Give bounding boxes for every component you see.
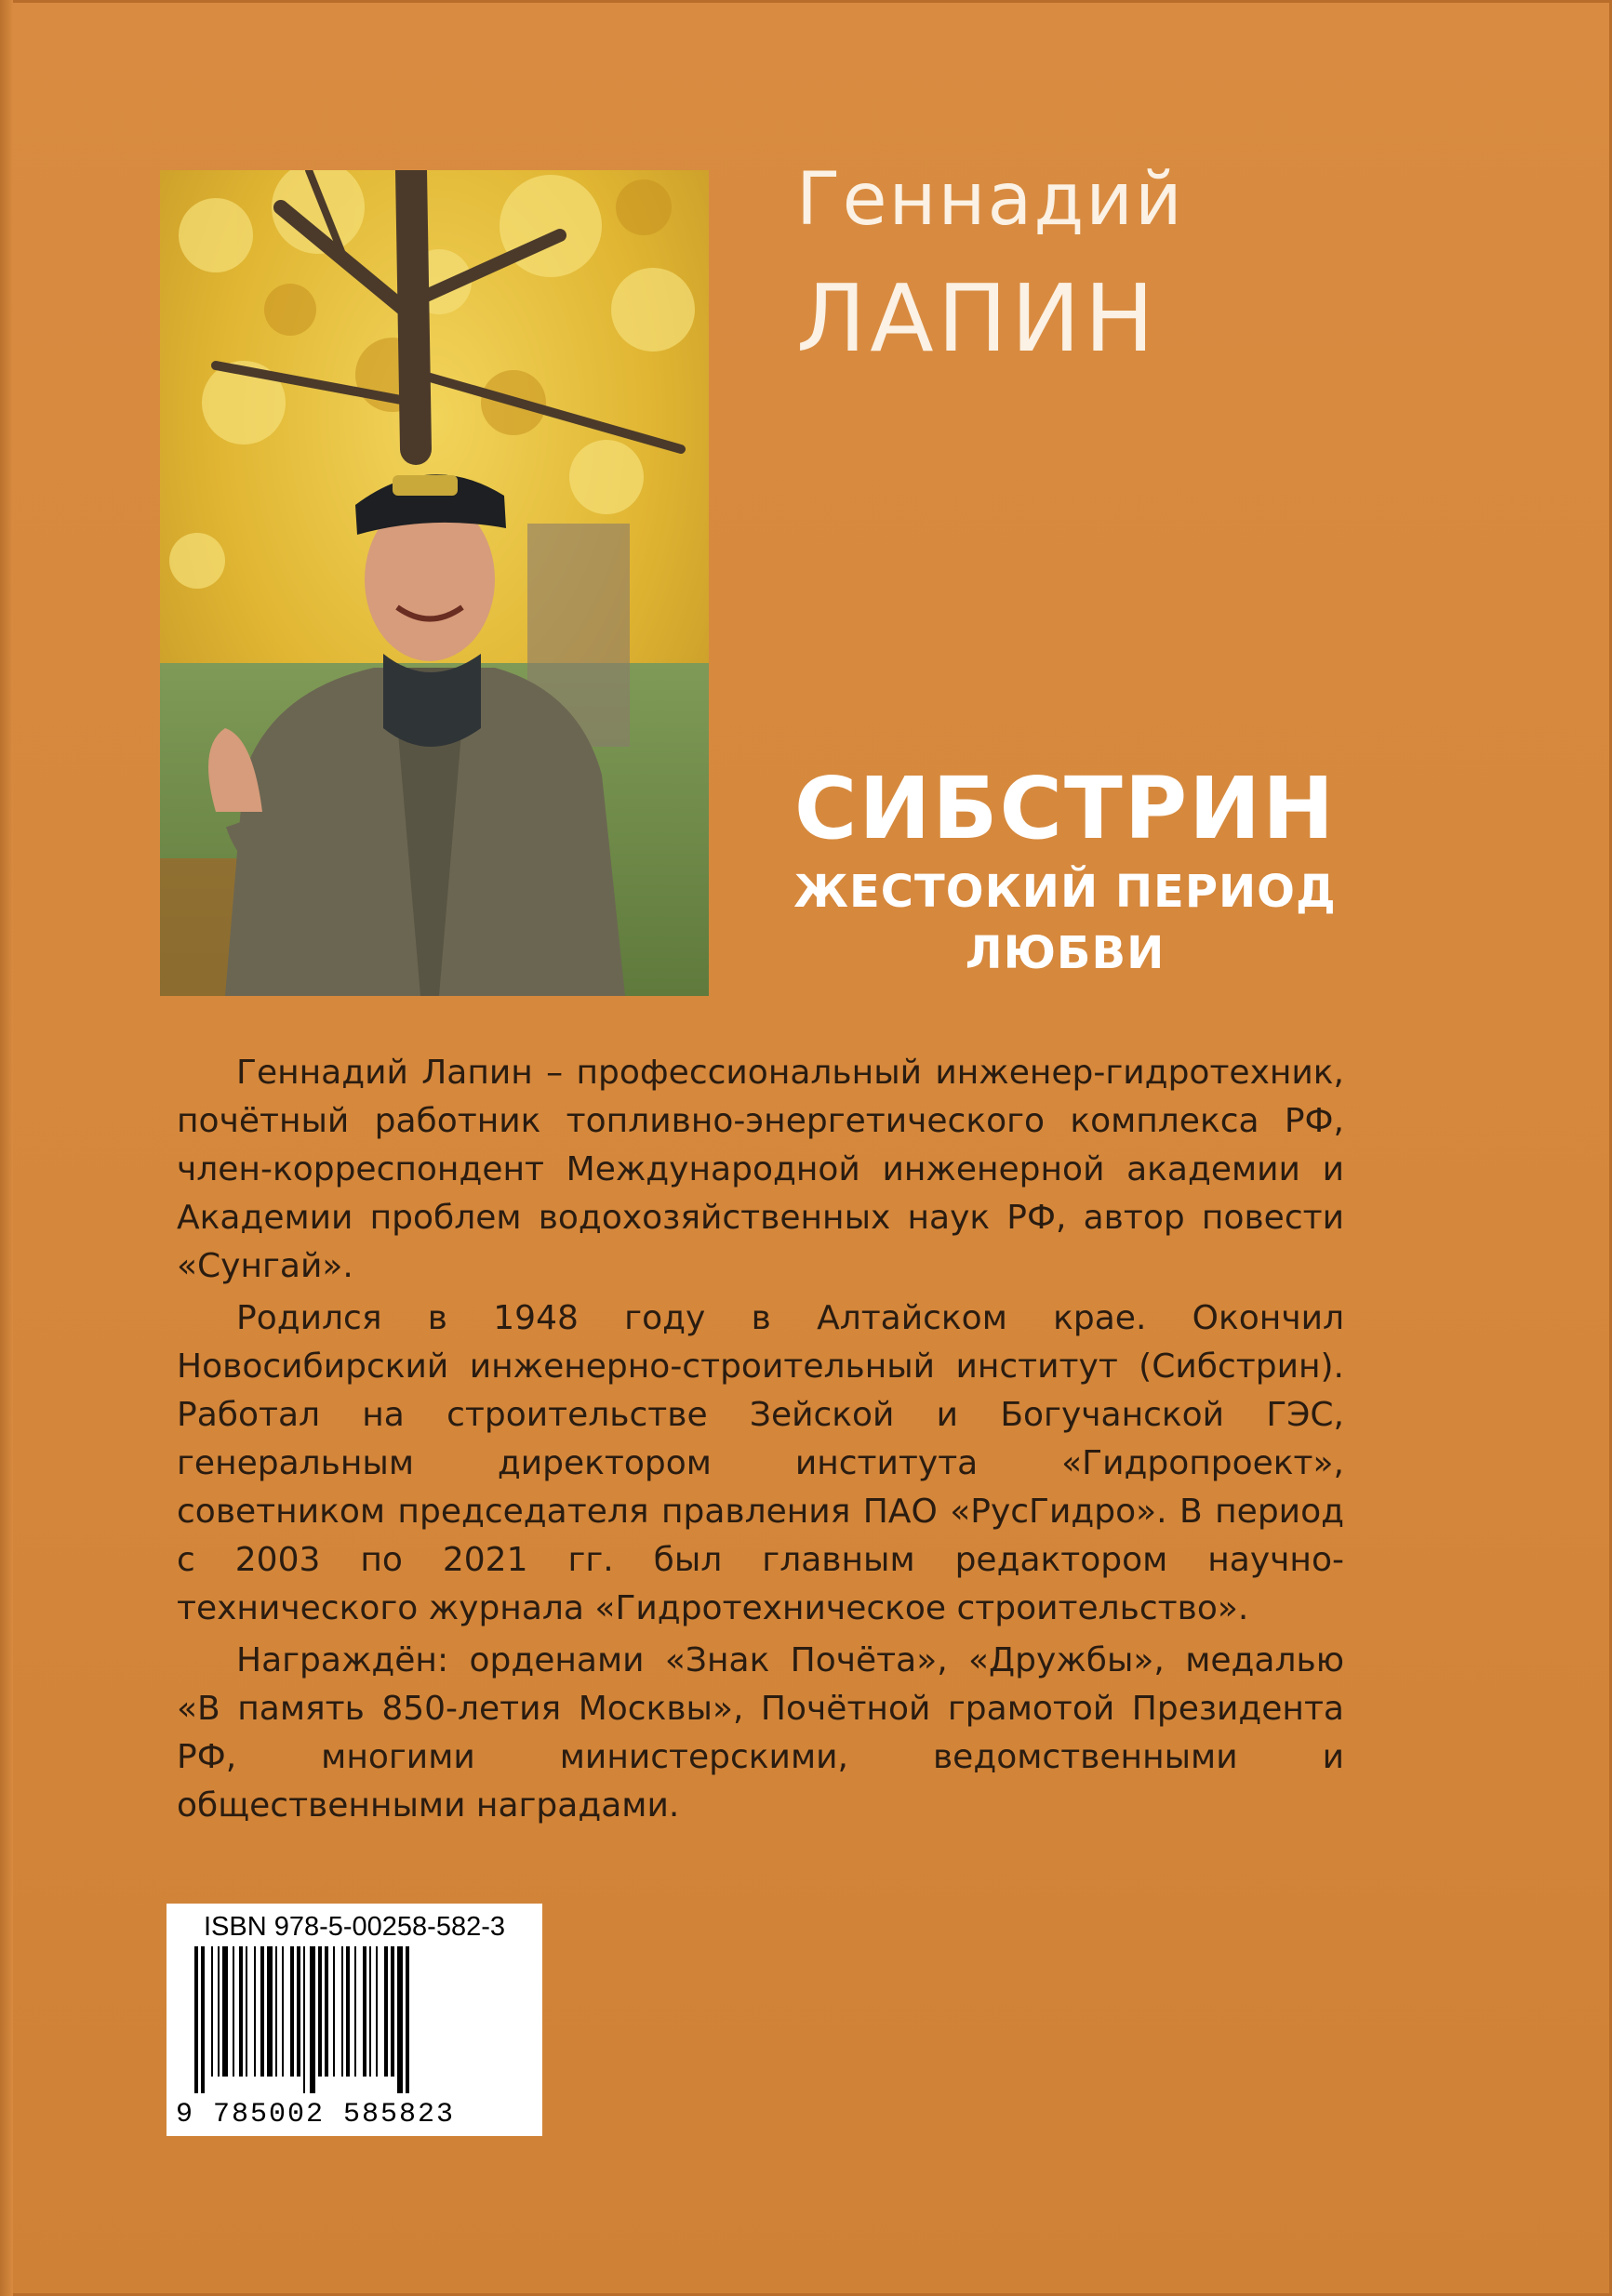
barcode-bar <box>254 1946 256 2077</box>
book-subtitle-line-2: ЛЮБВИ <box>965 927 1166 979</box>
book-title-block <box>781 759 1349 984</box>
barcode-bar <box>297 1946 300 2077</box>
barcode-bar <box>239 1946 243 2077</box>
bio-paragraph: Награждён: орденами «Знак Почёта», «Дружбы», медалью «В память 850-летия Москвы», Почётной грамотой Президента РФ, многими министерскими, ведомственными и общественными наградами. <box>177 1641 1344 1825</box>
barcode-bar <box>211 1946 213 2077</box>
book-title: СИБСТРИН <box>793 759 1337 858</box>
barcode-bar <box>282 1946 284 2077</box>
barcode-bar <box>201 1946 205 2093</box>
barcode-bar <box>341 1946 343 2077</box>
barcode-bar <box>369 1946 371 2077</box>
author-last-name: ЛАПИН <box>796 264 1158 373</box>
barcode-bar <box>406 1946 409 2093</box>
barcode-bar <box>246 1946 247 2077</box>
barcode-bar <box>318 1946 322 2077</box>
barcode-icon <box>193 1946 527 2093</box>
barcode-bar <box>194 1946 198 2093</box>
barcode-bar <box>275 1946 277 2077</box>
author-first-name: Геннадий <box>796 158 1184 242</box>
barcode-bar <box>222 1946 228 2077</box>
barcode-bar <box>397 1946 403 2093</box>
barcode-bar <box>391 1946 394 2077</box>
isbn-barcode-box <box>167 1904 542 2136</box>
barcode-bar <box>290 1946 294 2077</box>
author-biography <box>177 1049 1344 1834</box>
book-subtitle-line-1: ЖЕСТОКИЙ ПЕРИОД <box>793 866 1337 918</box>
bio-paragraph: Геннадий Лапин – профессиональный инженер-гидротехник, почётный работник топливно-энергетического комплекса РФ, член-корреспондент Международной инженерной академии и Академии проблем водохозяйственных наук РФ, автор повести «Сунгай». <box>177 1054 1344 1285</box>
barcode-bar <box>346 1946 350 2077</box>
cover-hinge <box>0 0 13 2296</box>
barcode-bar <box>354 1946 356 2077</box>
isbn-label: ISBN 978-5-00258-582-3 <box>203 1912 506 1942</box>
barcode-bar <box>267 1946 273 2077</box>
barcode-bar <box>303 1946 305 2093</box>
barcode-bar <box>376 1946 378 2077</box>
author-portrait-photo <box>160 170 709 996</box>
barcode-bar <box>218 1946 220 2077</box>
barcode-bar <box>233 1946 234 2077</box>
author-photo <box>160 170 709 996</box>
barcode-bar <box>384 1946 388 2077</box>
barcode-bar <box>260 1946 264 2077</box>
barcode-bar <box>363 1946 366 2077</box>
barcode-bar <box>325 1946 328 2077</box>
bio-paragraph: Родился в 1948 году в Алтайском крае. Окончил Новосибирский инженерно-строительный институт (Сибстрин). Работал на строительстве Зейской и Богучанской ГЭС, генеральным директором института «Гидропроект», советником председателя правления ПАО «РусГидро». В период с 2003 по 2021 гг. был главным редактором научно-технического журнала «Гидротехническое строительство». <box>177 1299 1344 1627</box>
barcode-bar <box>333 1946 335 2077</box>
isbn-digits: 9 785002 585823 <box>176 2099 456 2130</box>
barcode-bar <box>310 1946 315 2093</box>
